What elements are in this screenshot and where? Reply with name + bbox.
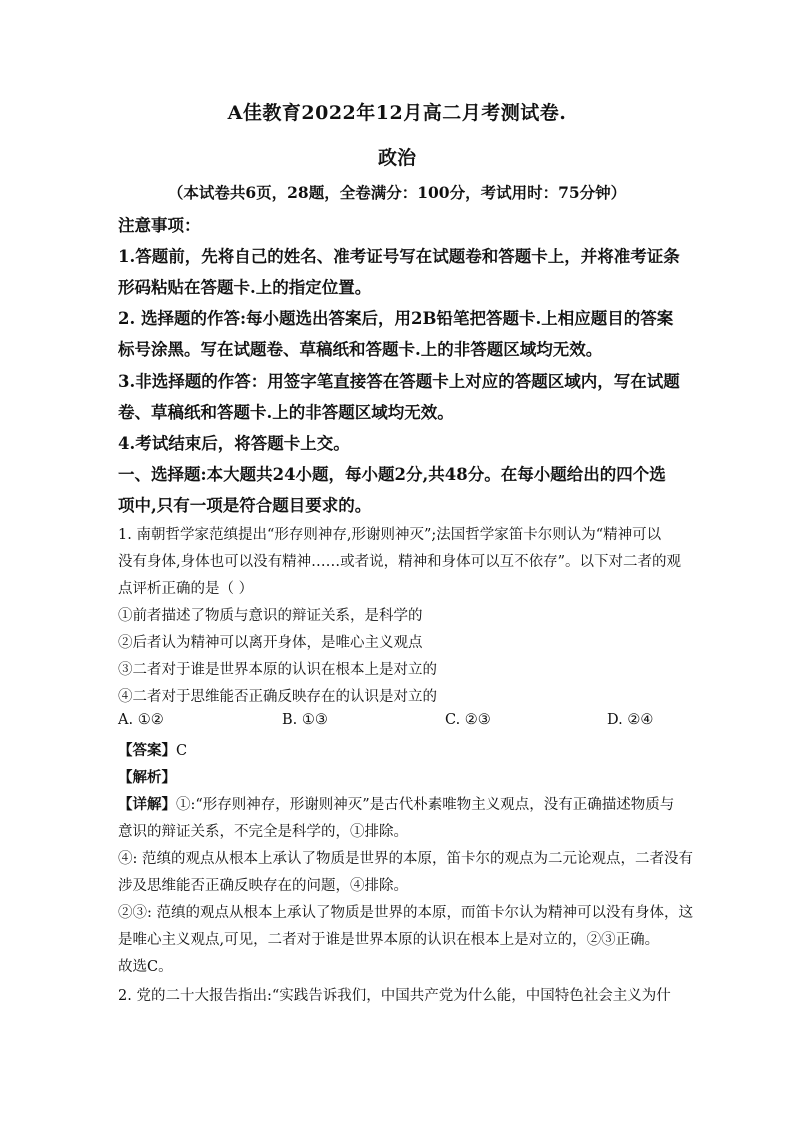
- detail-tag: 【详解】: [118, 796, 176, 813]
- option-b: B. ①③: [282, 712, 328, 728]
- section-heading: 一、选择题:本大题共24小题，每小题2分,共48分。在每小题给出的四个选: [118, 465, 666, 484]
- notes-line: 标号涂黑。写在试题卷、草稿纸和答题卡.上的非答题区域均无效。: [118, 340, 603, 359]
- detail-text: ②③: 范缜的观点从根本上承认了物质是世界的本原，而笛卡尔认为精神可以没有身体，这: [118, 905, 693, 921]
- detail-text: 故选C。: [118, 959, 173, 975]
- notes-line: 1.答题前，先将自己的姓名、准考证号写在试题卷和答题卡上，并将准考证条: [118, 247, 680, 266]
- subject-title: 政治: [377, 147, 416, 169]
- statement: ①前者描述了物质与意识的辩证关系，是科学的: [118, 608, 423, 624]
- detail-text: ①:“形存则神存，形谢则神灭”是古代朴素唯物主义观点，没有正确描述物质与: [176, 797, 675, 813]
- notes-heading: 注意事项：: [118, 216, 201, 235]
- section-heading: 项中,只有一项是符合题目要求的。: [118, 496, 372, 515]
- notes-line: 3.非选择题的作答：用签字笔直接答在答题卡上对应的答题区域内，写在试题: [118, 372, 680, 391]
- detail-text: 意识的辩证关系，不完全是科学的，①排除。: [118, 824, 408, 840]
- detail-text: ④: 范缜的观点从根本上承认了物质是世界的本原，笛卡尔的观点为二元论观点，二者没有: [118, 851, 693, 867]
- exam-info: （本试卷共6页，28题，全卷满分：100分，考试用时：75分钟）: [167, 183, 627, 202]
- option-c: C. ②③: [445, 712, 491, 728]
- option-d: D. ②④: [607, 712, 654, 728]
- answer-value: C: [176, 743, 188, 759]
- statement: ④二者对于思维能否正确反映存在的认识是对立的: [118, 689, 437, 705]
- question-stem: 1. 南朝哲学家范缜提出“形存则神存,形谢则神灭”;法国哲学家笛卡尔则认为“精神可以: [118, 527, 662, 543]
- answer-tag: 【答案】: [118, 742, 176, 759]
- question-stem: 没有身体,身体也可以没有精神……或者说，精神和身体可以互不依存”。以下对二者的观: [118, 554, 682, 570]
- analysis-line: [118, 766, 176, 787]
- statement: ③二者对于谁是世界本原的认识在根本上是对立的: [118, 662, 437, 678]
- detail-line: [118, 793, 674, 814]
- notes-line: 卷、草稿纸和答题卡.上的非答题区域均无效。: [118, 403, 454, 422]
- analysis-tag: 【解析】: [118, 769, 176, 786]
- notes-line: 4.考试结束后，将答题卡上交。: [118, 434, 350, 453]
- question-stem: 2. 党的二十大报告指出:“实践告诉我们，中国共产党为什么能，中国特色社会主义为什: [118, 988, 671, 1004]
- notes-line: 形码粘贴在答题卡.上的指定位置。: [118, 278, 372, 297]
- detail-text: 涉及思维能否正确反映存在的问题，④排除。: [118, 878, 408, 894]
- detail-text: 是唯心主义观点,可见，二者对于谁是世界本原的认识在根本上是对立的，②③正确。: [118, 932, 660, 948]
- exam-title: A佳教育2022年12月高二月考测试卷.: [227, 102, 567, 124]
- answer-line: [118, 739, 187, 760]
- statement: ②后者认为精神可以离开身体，是唯心主义观点: [118, 635, 423, 651]
- notes-line: 2. 选择题的作答:每小题选出答案后，用2B铅笔把答题卡.上相应题目的答案: [118, 309, 674, 328]
- question-stem: 点评析正确的是（ ）: [118, 581, 254, 597]
- option-a: A. ①②: [118, 712, 164, 728]
